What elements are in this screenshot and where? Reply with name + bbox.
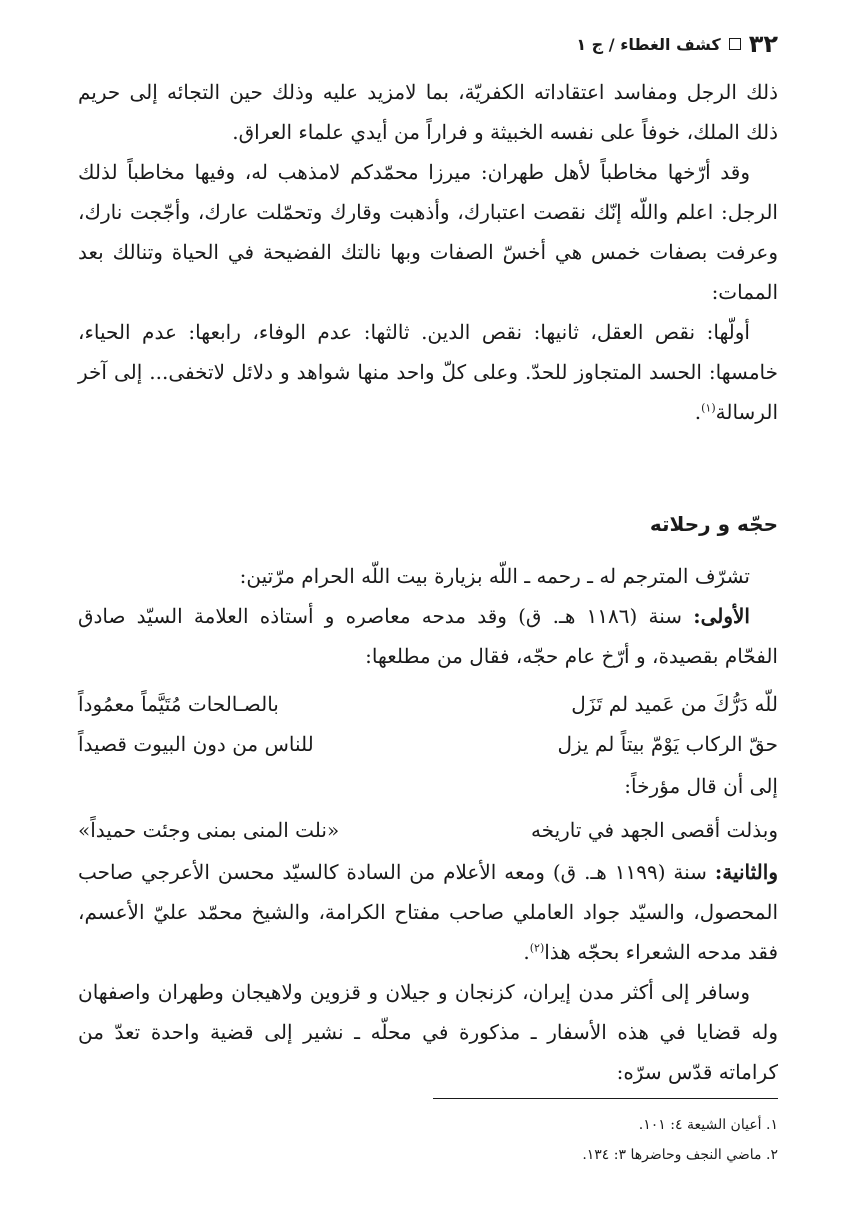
second-hajj-label: والثانية: — [714, 860, 778, 884]
verse-hemistich-left: «نلت المنى بمنى وجئت حميداً» — [78, 818, 340, 842]
verse-hemistich-right: حقّ الركاب يَوْمّ بيتاً لم يزل — [557, 732, 778, 756]
paragraph-3: أولّها: نقص العقل، ثانيها: نقص الدين. ثالثها: عدم الوفاء، رابعها: عدم الحياء، خامسها: الحسد المتجاوز للحدّ. وعلى كلّ واحد منها شواهد و دلائل لاتخفى... إلى آخر الرسالة$^{(١)}$. — [78, 320, 778, 424]
running-title: كشف الغطاء / ج ١ — [576, 34, 721, 54]
paragraph-2: وقد أرّخها مخاطباً لأهل طهران: ميرزا محمّدكم لامذهب له، وفيها مخاطباً لذلك الرجل: اعلم واللّه إنّك نقصت اعتبارك، وأذهبت وقارك وتحمّلت عارك، وأجّجت نارك، وعرفت بصفات خمس هي أخسّ الصفات وبها نالتك الفضيحة في الحياة وتنالك بعد الممات: — [78, 160, 778, 304]
verse-hemistich-left: بالصـالحات مُتَيَّماً معمُوداً — [78, 692, 279, 716]
verse-hemistich-right: للّه دَرُّكَ من عَميد لم تَزَل — [571, 692, 778, 716]
body-text-top — [78, 72, 778, 432]
poem-verse — [78, 724, 778, 764]
second-hajj-text: سنة (١١٩٩ هـ. ق) ومعه الأعلام من السادة كالسيّد محسن الأعرجي صاحب المحصول، والسيّد جواد العاملي صاحب مفتاح الكرامة، والشيخ محمّد عليّ الأعسم، فقد مدحه الشعراء بحجّه هذا — [78, 860, 778, 964]
footnote-divider — [433, 1098, 778, 1099]
body-text-hajj — [78, 556, 778, 676]
footnote-item: ٢. ماضي النجف وحاضرها ٣: ١٣٤. — [582, 1147, 778, 1163]
verse-hemistich-right: وبذلت أقصى الجهد في تاريخه — [530, 818, 778, 842]
footnotes — [582, 1110, 778, 1170]
page-number: ٣٢ — [748, 30, 778, 58]
paragraph-3-text: أولّها: نقص العقل، ثانيها: نقص الدين. ثالثها: عدم الوفاء، رابعها: عدم الحياء، خامسها: الحسد المتجاوز للحدّ. وعلى كلّ واحد منها شواهد و دلائل لاتخفى... إلى آخر الرسالة — [78, 320, 778, 424]
paragraph-1: ذلك الرجل ومفاسد اعتقاداته الكفريّة، بما لامزيد عليه وذلك حين التجائه إلى حريم ذلك الملك، خوفاً على نفسه الخبيثة و فراراً من أيدي علماء العراق. — [78, 80, 778, 144]
poem-1 — [78, 684, 778, 764]
poem-2 — [78, 810, 778, 850]
footnote-ref-1: (١) — [701, 401, 716, 415]
running-header — [576, 30, 778, 58]
poem-verse — [78, 684, 778, 724]
section-heading: حجّه و رحلاته — [649, 512, 778, 536]
first-hajj-paragraph — [78, 596, 778, 676]
first-hajj-text: سنة (١١٨٦ هـ. ق) وقد مدحه معاصره و أستاذه العلامة السيّد صادق الفحّام بقصيدة، و أرّخ عام حجّه، فقال من مطلعها: — [78, 604, 778, 668]
footnote-ref-2: (٢) — [529, 941, 545, 955]
transition-text — [78, 766, 778, 806]
poem-verse — [78, 810, 778, 850]
transition-line: إلى أن قال مؤرخاً: — [624, 774, 778, 798]
first-hajj-label: الأولى: — [693, 604, 750, 628]
footnote-item: ١. أعيان الشيعة ٤: ١٠١. — [638, 1117, 778, 1133]
body-text-bottom — [78, 852, 778, 1092]
intro-line: تشرّف المترجم له ـ رحمه ـ اللّه بزيارة بيت اللّه الحرام مرّتين: — [239, 564, 750, 588]
verse-hemistich-left: للناس من دون البيوت قصيداً — [78, 732, 314, 756]
travels-paragraph: وسافر إلى أكثر مدن إيران، كزنجان و جيلان و قزوين ولاهيجان وطهران واصفهان وله قضايا في هذه الأسفار ـ مذكورة في محلّه ـ نشير إلى قضية واحدة تعدّ من كراماته قدّس سرّه: — [78, 980, 778, 1084]
second-hajj-paragraph: والثانية: سنة (١١٩٩ هـ. ق) ومعه الأعلام من السادة كالسيّد محسن الأعرجي صاحب المحصول، والسيّد جواد العاملي صاحب مفتاح الكرامة، والشيخ محمّد عليّ الأعسم، فقد مدحه الشعراء بحجّه هذا$^{(٢)}$. — [78, 860, 778, 964]
square-ornament-icon — [729, 38, 741, 50]
